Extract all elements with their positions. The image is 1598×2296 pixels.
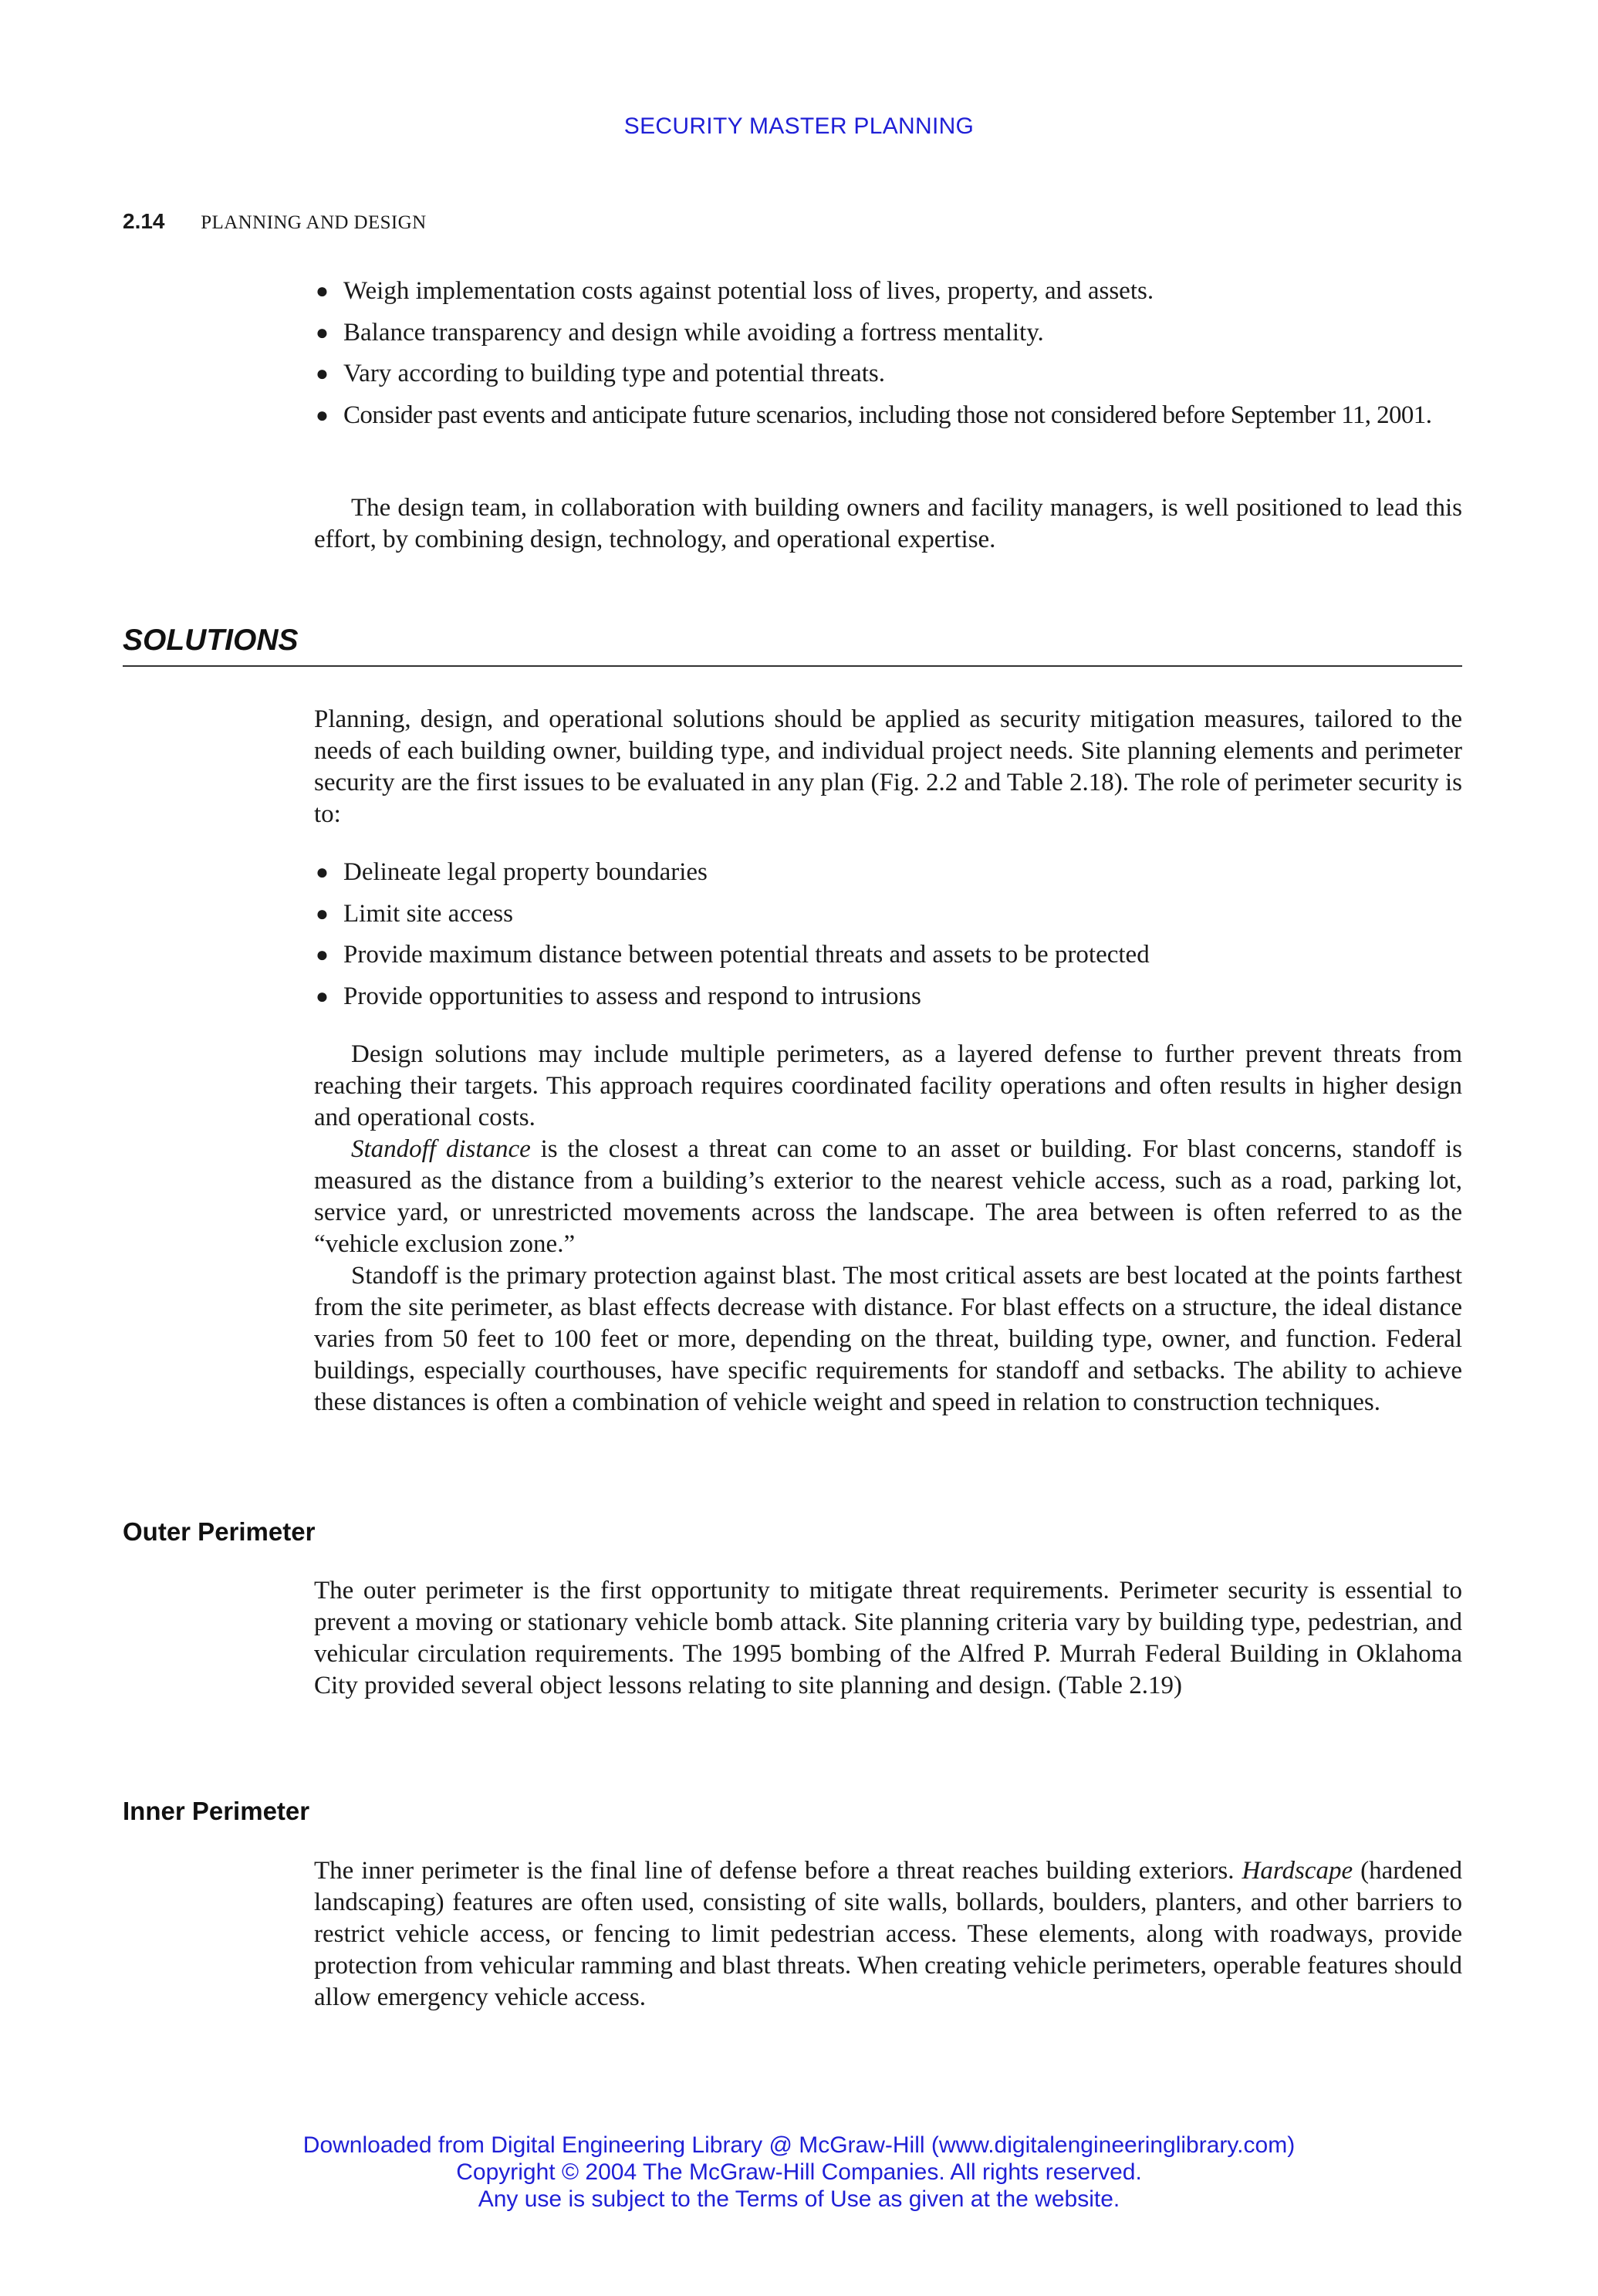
intro-bullet-list: [314, 276, 1462, 431]
list-item: ● Provide maximum distance between potential threats and assets to be protected: [314, 939, 1462, 971]
bullet-icon: ●: [316, 279, 329, 303]
solutions-block: [314, 857, 1462, 1013]
bullet-icon: ●: [316, 861, 329, 884]
bullet-icon: ●: [316, 984, 329, 1009]
inner-perimeter-heading: Inner Perimeter: [123, 1797, 310, 1825]
outer-perimeter-paragraph: The outer perimeter is the first opportunity to mitigate threat requirements. Perimeter security is essential to prevent a moving or stationary vehicle bomb attack. Site planning criteria vary by building type, pedestrian, and vehicular circulation requirements. The 1995 bombing of the Alfred P. Murrah Federal Building in Oklahoma City provided several object lessons relating to site planning and design. (Table 2.19): [314, 1577, 1462, 1699]
inner-perimeter-paragraph: The inner perimeter is the final line of defense before a threat reaches building exteriors. Hardscape (hardened landscaping) features are often used, consisting of site walls, bollards, boulders, planters, and other barriers to restrict vehicle access, or fencing to limit pedestrian access. These elements, along with roadways, provide protection from vehicular ramming and blast threats. When creating vehicle perimeters, operable features should allow emergency vehicle access.: [314, 1857, 1462, 2011]
running-title: SECURITY MASTER PLANNING: [623, 113, 975, 139]
download-line[interactable]: Downloaded from Digital Engineering Library @ McGraw-Hill (www.digitalengineeringlibrary.com): [302, 2132, 1296, 2158]
list-item: ● Vary according to building type and potential threats.: [314, 358, 1462, 390]
copyright-line: Copyright © 2004 The McGraw-Hill Companies. All rights reserved.: [456, 2159, 1142, 2185]
page-folio: [123, 209, 427, 234]
solutions-paragraph-3: Standoff distance is the closest a threat can come to an asset or building. For blast concerns, standoff is measured as the distance from a building’s exterior to the nearest vehicle access, such as a road, parking lot, service yard, or unrestricted movements across the landscape. The area between is often referred to as the “vehicle exclusion zone.”: [314, 1135, 1462, 1258]
hardscape-term: Hardscape: [1242, 1857, 1353, 1885]
list-item: ● Delineate legal property boundaries: [314, 857, 1462, 888]
outer-perimeter-heading: Outer Perimeter: [123, 1517, 316, 1546]
list-item: ● Weigh implementation costs against potential loss of lives, property, and assets.: [314, 276, 1462, 307]
solutions-body: [314, 1039, 1462, 1419]
intro-block: [314, 276, 1462, 431]
bullet-icon: ●: [316, 943, 329, 967]
heading-rule: [123, 665, 1462, 667]
solutions-paragraph-4: Standoff is the primary protection against blast. The most critical assets are best located at the points farthest from the site perimeter, as blast effects decrease with distance. For blast effects on a structure, the ideal distance varies from 50 feet to 100 feet or more, depending on the threat, building type, owner, and function. Federal buildings, especially courthouses, have specific requirements for standoff and setbacks. The ability to achieve these distances is often a combination of vehicle weight and speed in relation to construction techniques.: [314, 1262, 1462, 1416]
bullet-icon: ●: [316, 362, 329, 386]
intro-paragraph: The design team, in collaboration with building owners and facility managers, is well positioned to lead this effort, by combining design, technology, and operational expertise.: [314, 494, 1462, 553]
list-item: ● Limit site access: [314, 898, 1462, 930]
bullet-icon: ●: [316, 403, 329, 428]
list-item: ● Consider past events and anticipate future scenarios, including those not considered before September 11, 2001.: [314, 400, 1462, 431]
section-name: PLANNING AND DESIGN: [201, 212, 427, 233]
download-notice: [0, 2132, 1598, 2213]
perimeter-role-list: [314, 857, 1462, 1013]
bullet-icon: ●: [316, 320, 329, 345]
solutions-heading: SOLUTIONS: [123, 624, 299, 657]
standoff-term: Standoff distance: [351, 1135, 531, 1163]
solutions-paragraph-1: Planning, design, and operational solutions should be applied as security mitigation measures, tailored to the needs of each building owner, building type, and individual project needs. Site planning elements and perimeter security are the first issues to be evaluated in any plan (Fig. 2.2 and Table 2.18). The role of perimeter security is to:: [314, 705, 1462, 828]
page-number: 2.14: [123, 209, 165, 233]
list-item: ● Balance transparency and design while avoiding a fortress mentality.: [314, 317, 1462, 349]
bullet-icon: ●: [316, 901, 329, 926]
solutions-paragraph-2: Design solutions may include multiple perimeters, as a layered defense to further prevent threats from reaching their targets. This approach requires coordinated facility operations and often results in higher design and operational costs.: [314, 1040, 1462, 1131]
terms-line[interactable]: Any use is subject to the Terms of Use as given at the website.: [478, 2186, 1120, 2212]
list-item: ● Provide opportunities to assess and respond to intrusions: [314, 981, 1462, 1013]
